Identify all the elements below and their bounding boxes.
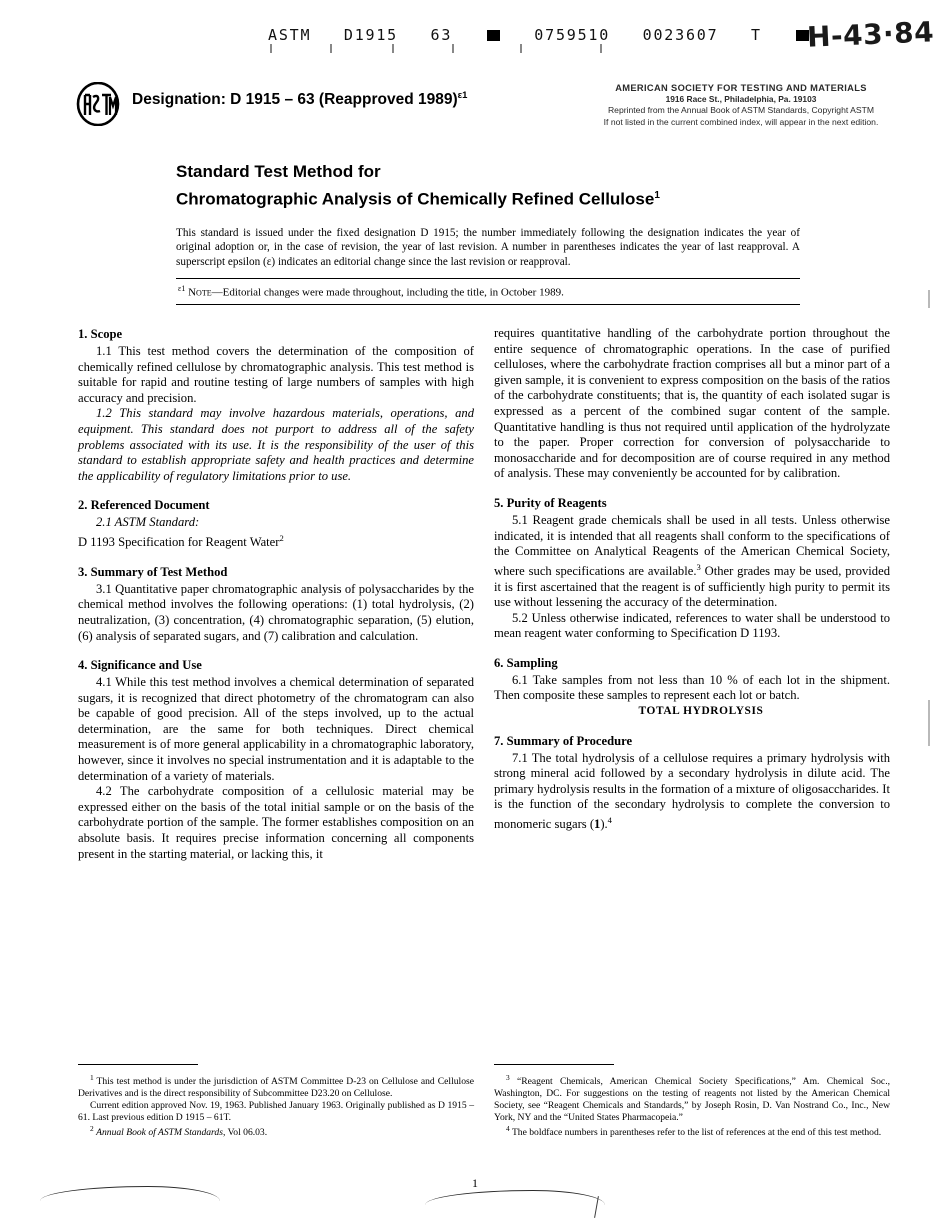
paragraph-7-1-part-a: 7.1 The total hydrolysis of a cellulose requires a primary hydrolysis with strong mineral acid followed by a secondary hydrolysis in dilute acid. The primary hydrolysis results in the formation of a mixture of oligosaccharides. It is the function of the secondary hydrolysis to complete the conversion to monomeric sugars (	[494, 750, 890, 832]
designation-epsilon: ε1	[457, 90, 468, 101]
footnote-block-left	[78, 1064, 474, 1139]
referenced-standard-entry	[78, 531, 474, 551]
paragraph-5-1-part-a: 5.1 Reagent grade chemicals shall be used in all tests. Unless otherwise indicated, it is intended that all reagents shall conform to the specifications of the Committee on Analytical Reagents of the American Chemical Society, where such specifications are available.	[494, 512, 890, 578]
designation-row	[76, 82, 938, 140]
publisher-org-name: AMERICAN SOCIETY FOR TESTING AND MATERIALS	[615, 83, 867, 93]
ocr-barcode-text	[268, 26, 811, 44]
title-main-text: Chromatographic Analysis of Chemically Refined Cellulose	[176, 189, 655, 209]
publisher-reprint-notice: Reprinted from the Annual Book of ASTM Standards, Copyright ASTM	[607, 105, 875, 115]
title-line-1: Standard Test Method for	[176, 162, 381, 181]
heading-purity-of-reagents: 5. Purity of Reagents	[494, 495, 607, 510]
publisher-index-notice: If not listed in the current combined index, will appear in the next edition.	[603, 116, 879, 127]
footnote-block-right	[494, 1064, 890, 1139]
scan-artifact-margin-mark-right-2	[928, 700, 930, 746]
paragraph-1-2: 1.2 This standard may involve hazardous materials, operations, and equipment. This standard does not purport to address all of the safety problems associated with its use. It is the responsibility of the user of this standard to establish appropriate safety and health practices and determine the applicability of regulatory limitations prior to use.	[78, 406, 474, 483]
footnote-edition-text: Current edition approved Nov. 19, 1963. Published January 1963. Originally published as D 1915 – 61. Last previous edition D 1915 – 61T.	[78, 1099, 474, 1123]
heading-total-hydrolysis: TOTAL HYDROLYSIS	[638, 705, 764, 718]
paragraph-2-1: 2.1 ASTM Standard:	[96, 515, 200, 530]
title-footnote-marker: 1	[654, 190, 660, 201]
heading-scope: 1. Scope	[78, 327, 123, 341]
paragraph-7-1-reference-number: 1	[594, 817, 601, 832]
heading-summary-of-procedure: 7. Summary of Procedure	[494, 733, 633, 748]
footnote-3	[494, 1072, 890, 1123]
heading-significance-and-use: 4. Significance and Use	[78, 658, 202, 673]
body-column-left	[78, 326, 474, 862]
astm-logo-icon	[76, 82, 120, 126]
paragraph-7-1	[494, 751, 890, 833]
paragraph-3-1: 3.1 Quantitative paper chromatographic analysis of polysaccharides by the chemical method involves the following operations: (1) total hydrolysis, (2) neutralization, (3) concentration, (4) chromatographic separation, (5) elution, (6) analysis of separated sugars, and (7) calibration and calculation.	[78, 581, 474, 643]
heading-summary-of-test-method: 3. Summary of Test Method	[78, 564, 228, 579]
note-body: —Editorial changes were made throughout, including the title, in October 1989.	[211, 286, 564, 299]
referenced-standard-text: D 1193 Specification for Reagent Water	[78, 535, 280, 550]
footnote-3-marker: 3	[506, 1073, 510, 1082]
editorial-note-box	[176, 278, 800, 305]
note-epsilon-marker: ε1	[178, 284, 186, 293]
footnote-3-text: “Reagent Chemicals, American Chemical Society Specifications,” Am. Chemical Soc., Washington, DC. For suggestions on the testing of reagents not listed by the American Chemical Society, see “Reagent Chemicals and Standards,” by Joseph Rosin, D. Van Nostrand Co., Inc., New York, NY and the “United States Pharmacopeia.”	[494, 1076, 890, 1123]
footnote-2-italic-title: Annual Book of ASTM Standards	[96, 1127, 223, 1139]
editorial-note-text	[176, 279, 800, 304]
ocr-text-number-1: 0759510	[534, 26, 611, 44]
footnote-1-marker: 1	[90, 1073, 94, 1082]
paragraph-4-2: 4.2 The carbohydrate composition of a cellulosic material may be expressed either on the basis of the total initial sample or on the basis of the carbohydrate portion of the sample. The former establishes composition on an absolute basis. It requires precise information concerning all components present in the starting material, or lacking this, it	[78, 784, 474, 861]
page-number: 1	[472, 1176, 478, 1190]
footnote-1-text: This test method is under the jurisdiction of ASTM Committee D-23 on Cellulose and Cellulose Derivatives and is the direct responsibility of Subcommittee D23.20 on Cellulose.	[78, 1076, 474, 1099]
paragraph-6-1: 6.1 Take samples from not less than 10 % of each lot in the shipment. Then composite these samples to represent each lot or batch.	[494, 672, 890, 703]
heading-sampling: 6. Sampling	[494, 655, 558, 670]
paragraph-5-1-footnote-marker: 3	[696, 561, 701, 572]
publisher-address: 1916 Race St., Philadelphia, Pa. 19103	[665, 94, 817, 104]
page-title	[176, 160, 856, 212]
standard-issue-statement: This standard is issued under the fixed designation D 1915; the number immediately following the designation indicates the year of original adoption or, in the case of revision, the year of last revision. A number in parentheses indicates the year of last reapproval. A superscript epsilon (ε) indicates an editorial change since the last revision or reapproval.	[176, 227, 800, 268]
ocr-text-number-2: 0023607	[642, 26, 719, 44]
footnote-2-text: , Vol 06.03.	[222, 1127, 268, 1139]
note-label: Note	[188, 286, 212, 299]
publisher-block	[544, 82, 938, 128]
paragraph-5-1-part-b: Other grades may be used, provided it is first ascertained that the reagent is of sufficiently high purity to permit its use without lessening the accuracy of the determination.	[494, 563, 890, 610]
title-line-2	[176, 184, 856, 212]
footnote-1	[78, 1072, 474, 1100]
ocr-text-suffix: T	[751, 26, 762, 44]
referenced-standard-marker: 2	[279, 532, 284, 543]
designation-label	[132, 90, 467, 109]
paragraph-7-1-part-b: ).	[600, 817, 608, 832]
ocr-text-astm: ASTM	[268, 26, 312, 44]
footnote-4	[494, 1123, 890, 1139]
scan-artifact-curl-right	[425, 1190, 605, 1205]
paragraph-4-1: 4.1 While this test method involves a chemical determination of separated sugars, it is recognized that direct photometry of the chromatogram can also be capable of good precision. All of the steps involved, up to the actual determination, are the same for both techniques. Direct chemical measurement is of more general applicability in a chromatographic laboratory, however, since it involves no special instrumentation and it is adaptable to the determination of a variety of materials.	[78, 675, 474, 783]
ocr-text-designation: D1915	[343, 26, 399, 44]
footnote-4-text: The boldface numbers in parentheses refer to the list of references at the end of this test method.	[511, 1127, 882, 1139]
designation-text: Designation: D 1915 – 63 (Reapproved 1989)	[132, 91, 458, 109]
footnote-2	[78, 1123, 474, 1139]
paragraph-5-2: 5.2 Unless otherwise indicated, references to water shall be understood to mean reagent water conforming to Specification D 1193.	[494, 610, 890, 641]
scan-header-strip	[0, 15, 950, 60]
footnote-edition-note	[78, 1100, 474, 1124]
scan-artifact-margin-mark-right	[928, 290, 930, 308]
paragraph-4-2-continued: requires quantitative handling of the carbohydrate portion throughout the entire sequence of chromatographic operations. In the case of purified celluloses, where the carbohydrate fraction comprises all but a minor part of a given sample, it is convenient to express composition on the basis of the ratios of the carbohydrate constituents; that is, the quantity of each isolated sugar is expressed as a percent of the combined sugar content of the sample. Quantitative handling is thus not required until application of the hydrolyzate to the paper. Proper correction for conversion of polysaccharide to monosaccharide and for decomposition are of course required in any method of analysis. These may conveniently be accounted for by calibration.	[494, 326, 890, 481]
footnote-2-marker: 2	[90, 1124, 94, 1134]
note-rule-bottom	[176, 304, 800, 305]
body-column-right	[494, 326, 890, 833]
heading-referenced-document: 2. Referenced Document	[78, 498, 210, 513]
paragraph-7-1-footnote-marker: 4	[607, 815, 612, 826]
paragraph-5-1	[494, 513, 890, 611]
handwritten-annotation: H-43·84	[806, 15, 935, 54]
footnote-separator-left	[78, 1064, 198, 1065]
ocr-text-year: 63	[430, 26, 453, 44]
footnote-4-marker: 4	[506, 1124, 510, 1134]
footnote-separator-right	[494, 1064, 614, 1065]
ocr-square-marker-1	[487, 30, 500, 41]
paragraph-1-1: 1.1 This test method covers the determination of the composition of chemically refined cellulose by chromatographic analysis. This test method is suitable for rapid and routine testing of large numbers of samples with high accuracy and precision.	[78, 344, 474, 405]
